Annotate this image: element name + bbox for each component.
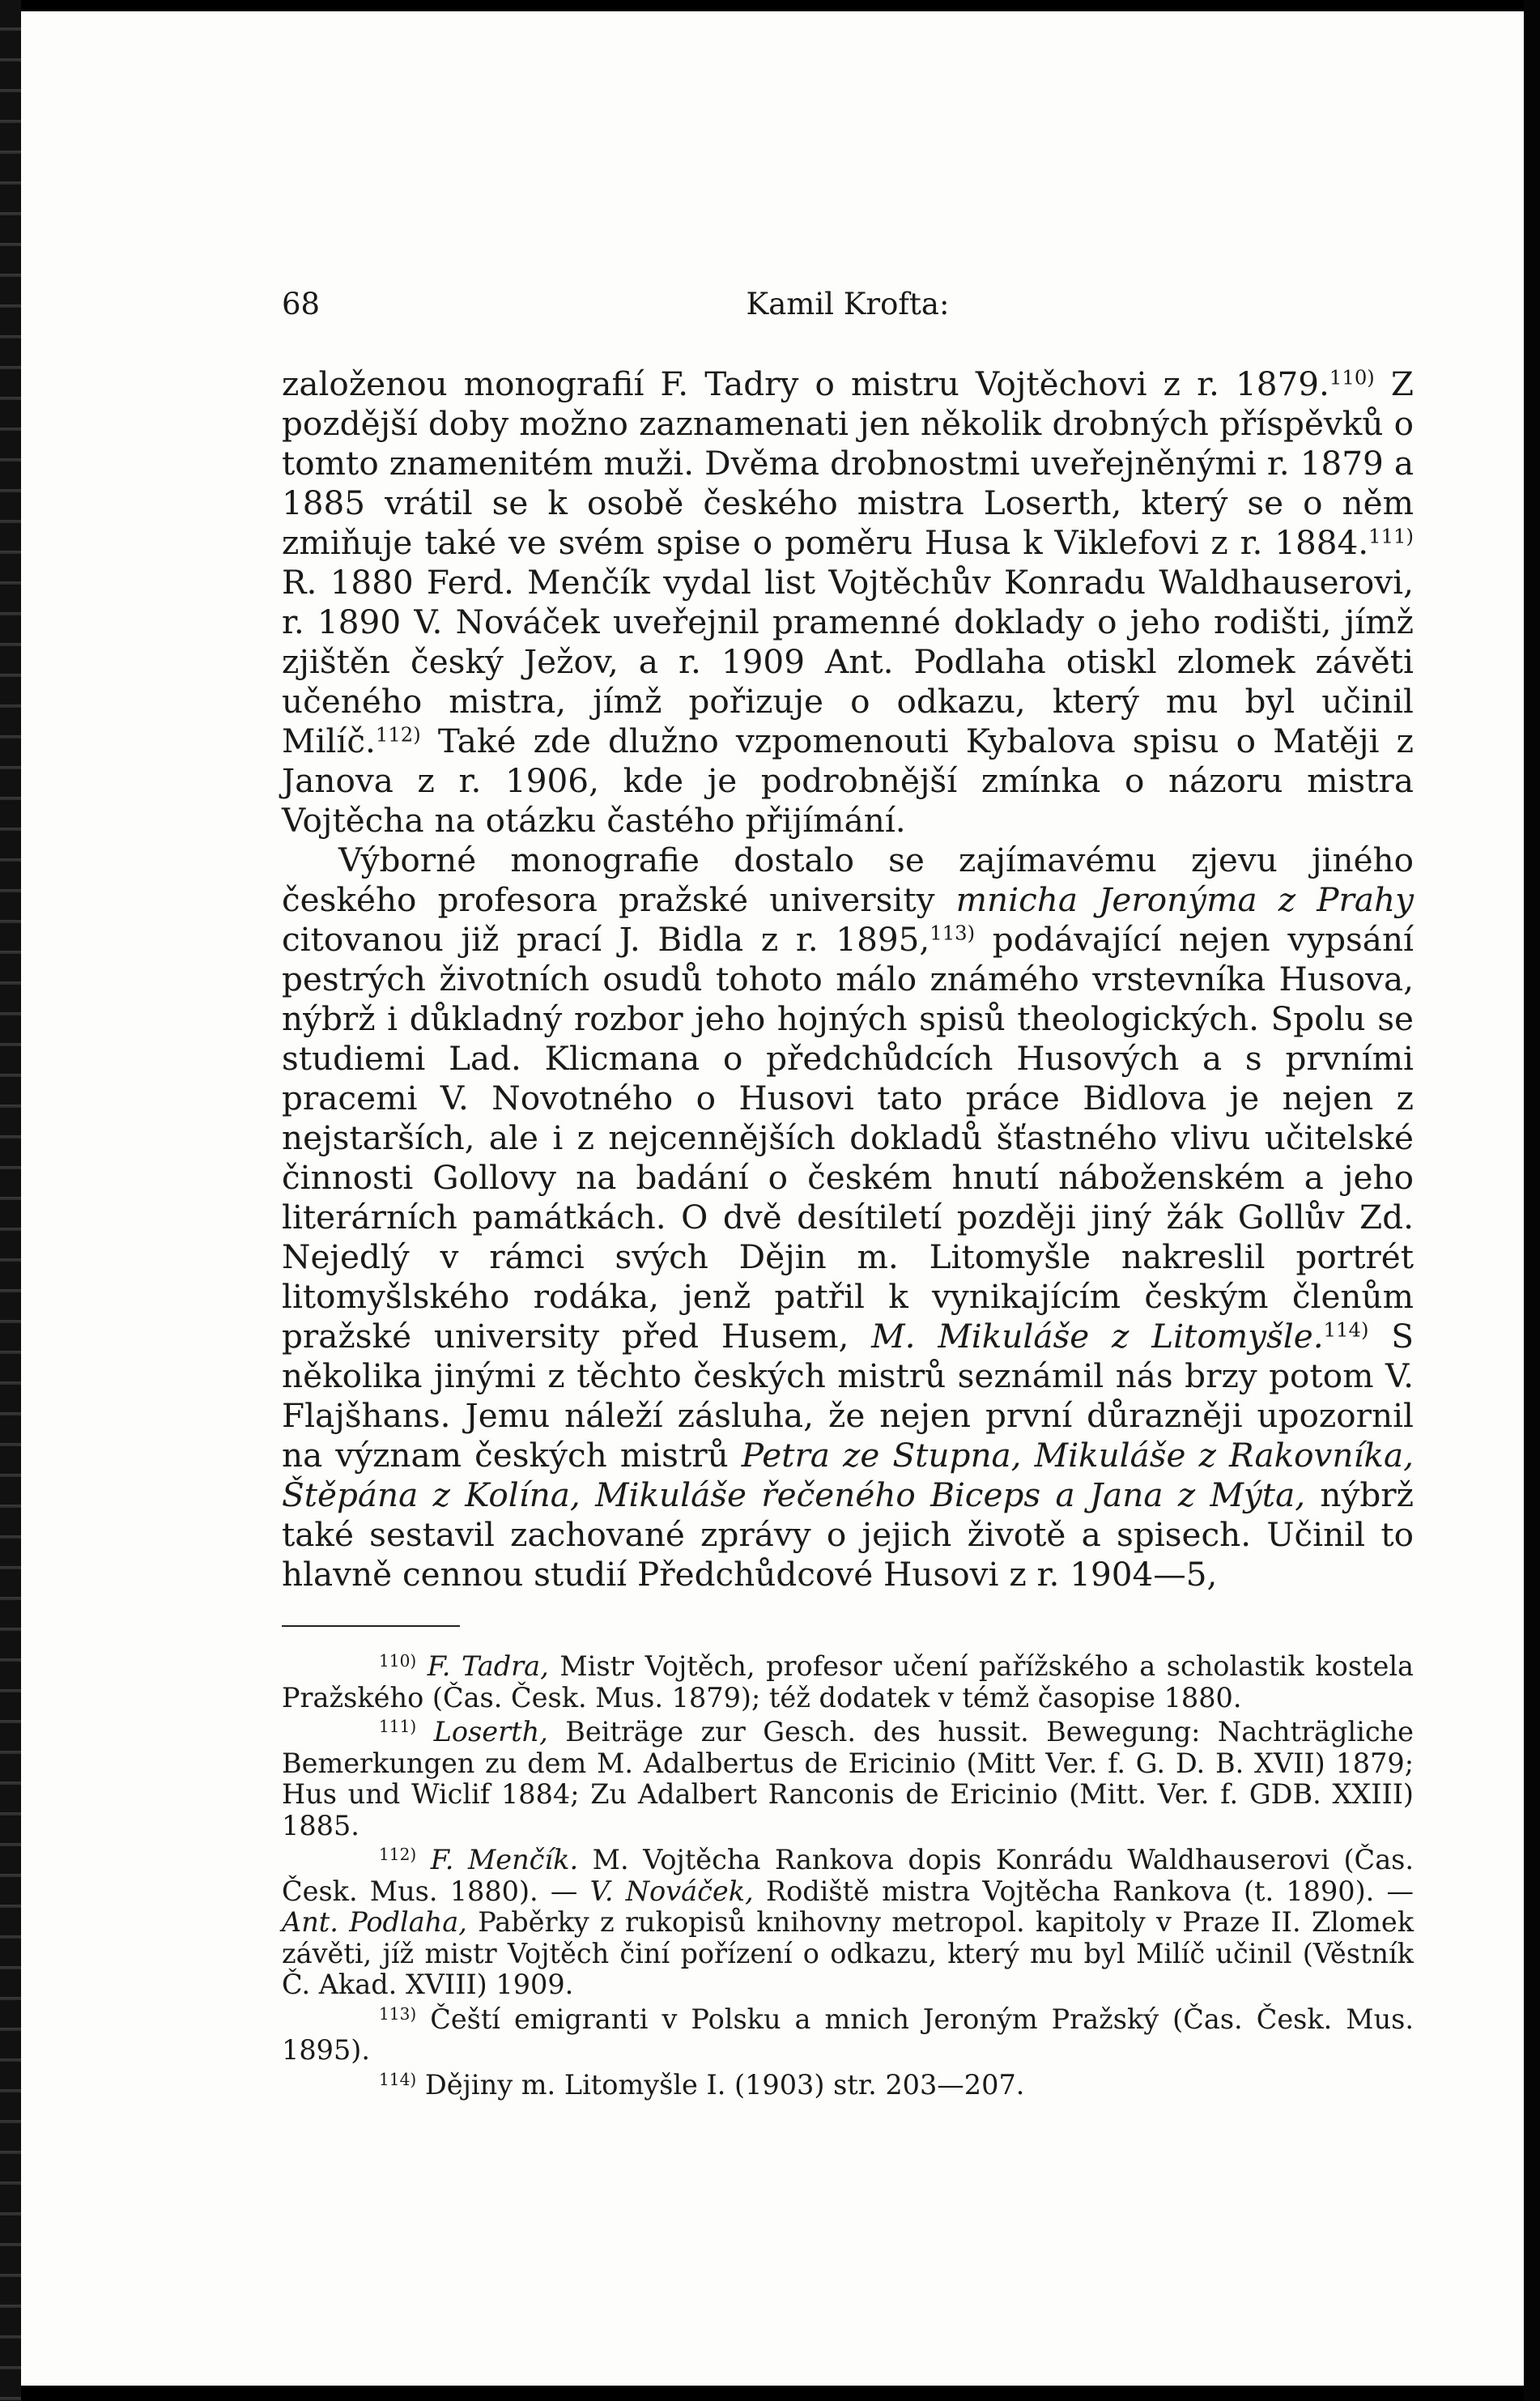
footnote-author: Ant. Podlaha, (282, 1906, 467, 1938)
text-run: Výborné monografie dostalo se zajímavému zjevu jiného českého profesora pražské university (282, 841, 1414, 919)
footnote-114 (282, 2070, 1414, 2101)
footnote-mark: 114) (379, 2069, 417, 2089)
running-head: Kamil Krofta: (746, 287, 950, 321)
text-run: Paběrky z rukopisů knihovny metropol. kapitoly v Praze II. Zlomek závěti, jíž mistr Vojtěch činí pořízení o odkazu, který mu byl Milíč učinil (Věstník Č. Akad. XVIII) 1909. (282, 1906, 1414, 2000)
footnote-ref-110: 110) (1329, 365, 1375, 390)
text-run: nýbrž také sestavil zachované zprávy o jejich životě a spisech. Učinil to hlavně cennou studií Předchůdcové Husovi z r. 1904—5, (282, 1475, 1414, 1594)
text-run: Čeští emigranti v Polsku a mnich Jeroným Pražský (Čas. Česk. Mus. 1895). (282, 2003, 1414, 2066)
page-number: 68 (282, 287, 321, 321)
footnote-112 (282, 1845, 1414, 2001)
text-run: Z pozdější doby možno zaznamenati jen několik drobných příspěvků o tomto znamenitém muži. Dvěma drobnostmi uveřejněnými r. 1879 a 1885 vrátil se k osobě českého mistra Loserth, který se o něm zmiňuje také ve svém spise o poměru Husa k Viklefovi z r. 1884. (282, 364, 1415, 562)
scan-border (1524, 0, 1540, 2401)
text-run: M. Vojtěcha Rankova dopis Konrádu Waldhauserovi (Čas. Česk. Mus. 1880). — (282, 1844, 1415, 1907)
footnote-author: V. Nováček, (589, 1875, 754, 1907)
text-run (416, 1716, 433, 1748)
text-run: citovanou již prací J. Bidla z r. 1895, (282, 920, 930, 959)
footnote-author: F. Tadra, (427, 1650, 549, 1682)
footnote-author: F. Menčík. (430, 1844, 579, 1875)
italic-name: mnicha Jeronýma z Prahy (955, 880, 1414, 919)
text-run: Rodiště mistra Vojtěcha Rankova (t. 1890). — (753, 1875, 1414, 1907)
footnote-ref-113: 113) (930, 921, 976, 945)
footnote-mark: 111) (379, 1716, 417, 1736)
text-run (416, 1844, 431, 1875)
text-run: R. 1880 Ferd. Menčík vydal list Vojtěchův Konradu Waldhauserovi, r. 1890 V. Nováček uveřejnil pramenné doklady o jeho rodišti, jímž zjištěn český Ježov, a r. 1909 Ant. Podlaha otiskl zlomek závěti učeného mistra, jímž pořizuje o odkazu, který mu byl učinil Milíč. (282, 563, 1414, 760)
italic-names: Petra ze Stupna, Mikuláše z Rakovníka, Štěpána z Kolína, Mikuláše řečeného Biceps a Jana z Mýta, (282, 1436, 1414, 1514)
footnote-113 (282, 2004, 1414, 2067)
body-text (282, 364, 1414, 1594)
footnote-111 (282, 1717, 1414, 1841)
footnote-author: Loserth, (433, 1716, 548, 1748)
binding-edge (0, 0, 21, 2401)
footnote-mark: 113) (379, 2003, 417, 2024)
footnote-mark: 110) (379, 1650, 417, 1671)
page-content (282, 272, 1414, 2104)
footnotes (282, 1651, 1414, 2101)
footnote-ref-111: 111) (1368, 524, 1414, 548)
italic-name: M. Mikuláše z Litomyšle. (871, 1317, 1324, 1356)
text-run: S několika jinými z těchto českých mistrů seznámil nás brzy potom V. Flajšhans. Jemu náleží zásluha, že nejen první důrazněji upozornil na význam českých mistrů (282, 1317, 1414, 1475)
page-sheet (21, 11, 1524, 2386)
paragraph-2 (282, 841, 1414, 1594)
footnote-ref-112: 112) (375, 722, 421, 747)
footnote-110 (282, 1651, 1414, 1713)
footnote-rule (282, 1625, 460, 1627)
footnote-ref-114: 114) (1323, 1318, 1369, 1342)
text-run: Také zde dlužno vzpomenouti Kybalova spisu o Matěji z Janova z r. 1906, kde je podrobnější zmínka o názoru mistra Vojtěcha na otázku častého přijímání. (282, 722, 1414, 840)
page-header (282, 272, 1414, 324)
text-run: Beiträge zur Gesch. des hussit. Bewegung: Nachträgliche Bemerkungen zu dem M. Adalbertus de Ericinio (Mitt Ver. f. G. D. B. XVII) 1879; Hus und Wiclif 1884; Zu Adalbert Ranconis de Ericinio (Mitt. Ver. f. GDB. XXIII) 1885. (282, 1716, 1414, 1841)
text-run: založenou monografií F. Tadry o mistru Vojtěchovi z r. 1879. (282, 364, 1329, 403)
paragraph-1 (282, 364, 1414, 841)
text-run: podávající nejen vypsání pestrých životních osudů tohoto málo známého vrstevníka Husova, nýbrž i důkladný rozbor jeho hojných spisů theologických. Spolu se studiemi Lad. Klicmana o předchůdcích Husových a s prvními pracemi V. Novotného o Husovi tato práce Bidlova je nejen z nejstarších, ale i z nejcennějších dokladů šťastného vlivu učitelské činnosti Gollovy na badání o českém hnutí náboženském a jeho literárních památkách. O dvě desítiletí později jiný žák Gollův Zd. Nejedlý v rámci svých Dějin m. Litomyšle nakreslil portrét litomyšlského rodáka, jenž patřil k vynikajícím českým členům pražské university před Husem, (282, 920, 1414, 1356)
text-run: Mistr Vojtěch, profesor učení pařížského a scholastik kostela Pražského (Čas. Česk. Mus. 1879); též dodatek v témž časopise 1880. (282, 1650, 1415, 1713)
footnote-mark: 112) (379, 1844, 417, 1864)
text-run (416, 1650, 428, 1682)
text-run: Dějiny m. Litomyšle I. (1903) str. 203—207. (416, 2068, 1025, 2101)
